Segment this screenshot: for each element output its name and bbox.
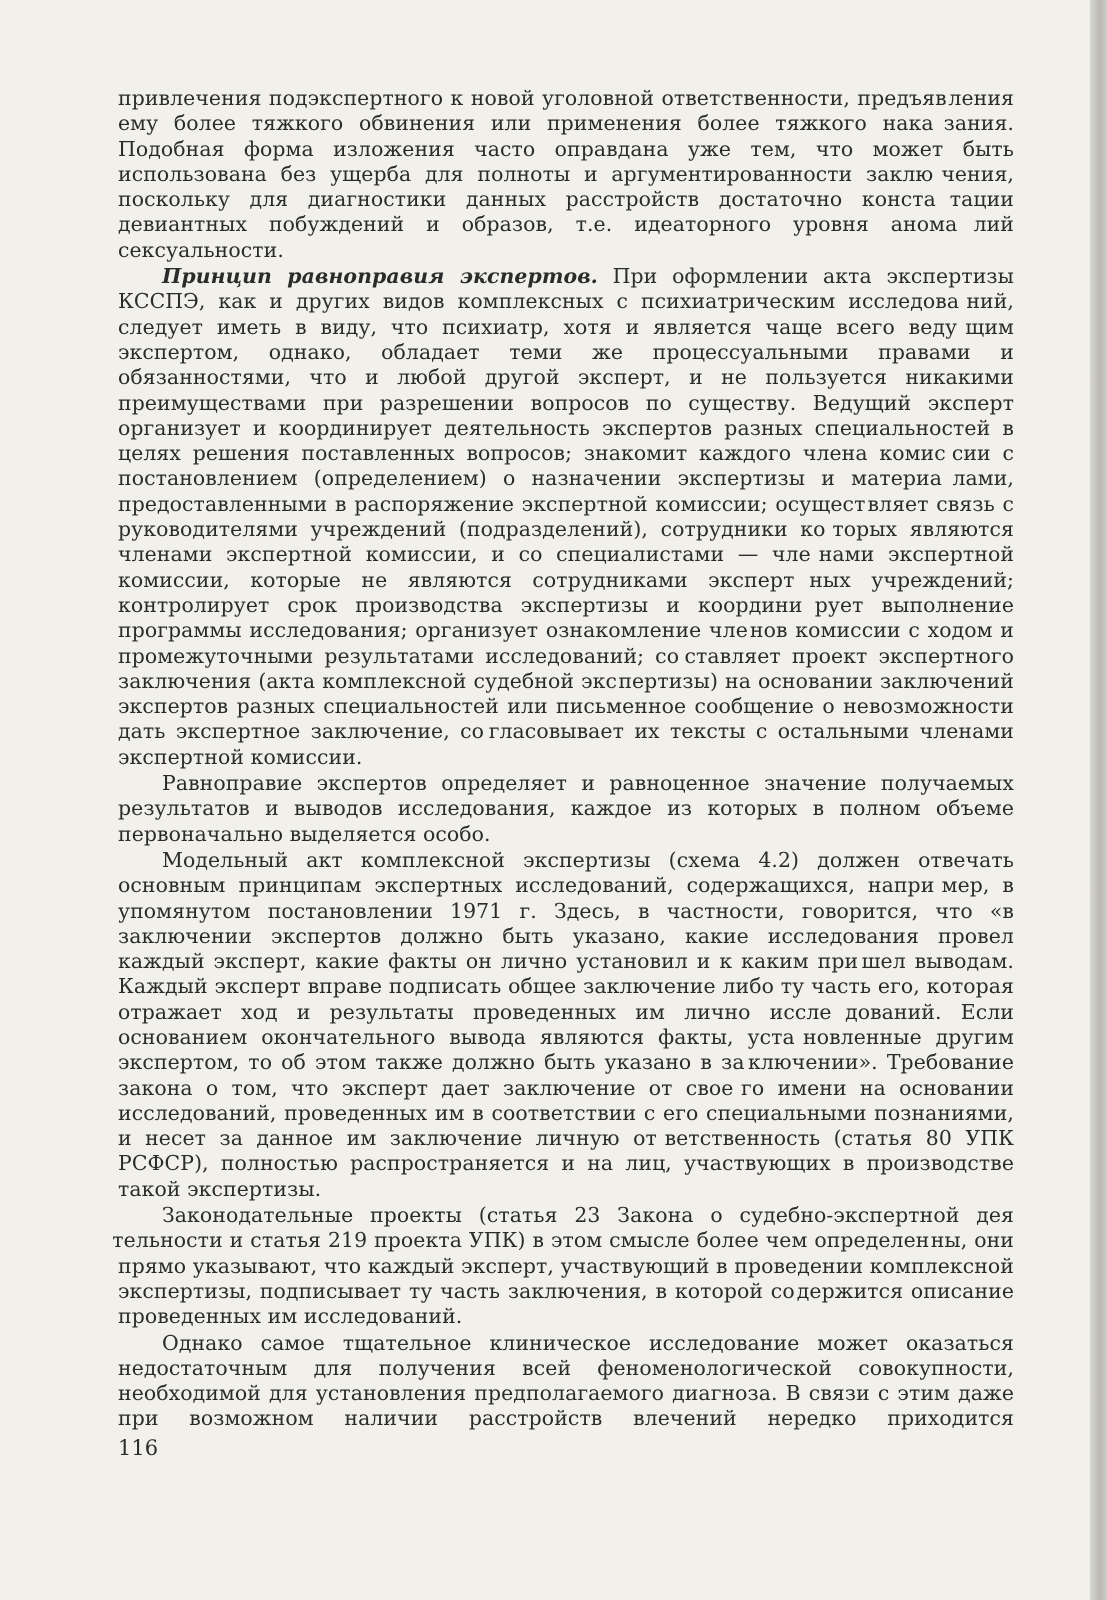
paragraph-3 (118, 771, 1014, 847)
line: тельности и статья 219 проекта УПК) в этом смысле более чем определен (112, 1228, 930, 1253)
line: организует и координирует деятельность экспертов разных специальностей (118, 415, 991, 440)
line: нами экспертной комиссии, которые не являются сотрудниками эксперт (118, 542, 1015, 592)
line: го имени на основании исследований, проведенных им в соответствии с его (118, 1075, 1015, 1125)
line: новленные другим экспертом, то об этом также должно быть указано в за (118, 1024, 1014, 1075)
page-number: 116 (118, 1436, 159, 1460)
line: дований. Если основанием окончательного вывода являются факты, уста (118, 999, 1014, 1049)
line: тации девиантных побуждений и образов, т.е. идеаторного уровня анома (118, 187, 1014, 237)
paragraph-4 (118, 848, 1014, 1202)
line: нов комиссии с ходом и промежуточными результатами исследований; со (118, 618, 1014, 668)
line: Однако самое тщательное клиническое исследование может оказаться (162, 1330, 1014, 1355)
paragraph-2 (118, 264, 1014, 770)
line: что «в заключении экспертов должно быть указано, какие исследования (118, 898, 1014, 948)
line: лий сексуальности. (118, 212, 1014, 262)
line: преимуществами при разрешении вопросов по существу. Ведущий эксперт (118, 390, 1014, 415)
line: часть его, которая отражает ход и результаты проведенных им лично иссле (118, 974, 1014, 1024)
line: Законодательные проекты (статья 23 Закона о судебно-экспертной дея (162, 1203, 1014, 1228)
line: торых являются членами экспертной комиссии, и со специалистами — чле (118, 517, 1014, 567)
line: ключении». Требование закона о том, что эксперт дает заключение от свое (118, 1050, 1014, 1100)
line: ний, следует иметь в виду, что психиатр, хотя и является чаще всего веду (118, 289, 1014, 339)
line: письменное сообщение о невозможности дать экспертное заключение, со (118, 694, 1014, 744)
line: лиц, участвующих в производстве такой экспертизы. (118, 1151, 1014, 1201)
line: Модельный акт комплексной экспертизы (схема 4.2) должен отвечать (162, 847, 1014, 872)
line: пертизы) на основании заключений экспертов разных специальностей или (118, 668, 1014, 719)
body-text (112, 86, 1015, 1432)
line: необходимой для установления предполагаемого диагноза. В связи с этим (118, 1381, 950, 1406)
line: первоначально выделяется особо. (118, 821, 491, 846)
line: лами, предоставленными в распоряжение экспертной комиссии; осущест (118, 466, 1014, 516)
line: результатов и выводов исследования, каждое из которых в полном объеме (118, 796, 1014, 821)
line: держится описание проведенных им исследований. (118, 1278, 1014, 1329)
line: Равноправие экспертов определяет и равноценное значение получаемых (162, 771, 1014, 796)
paragraph-5 (112, 1203, 1014, 1329)
line: щим экспертом, однако, обладает теми же процессуальными правами и (118, 314, 1014, 364)
line: основным принципам экспертных исследований, содержащихся, напри (118, 873, 935, 898)
line: ных учреждений; контролирует срок производства экспертизы и координи (118, 567, 1014, 617)
line: сии с постановлением (определением) о назначении экспертизы и материа (118, 441, 1014, 491)
paragraph-1 (118, 86, 1014, 263)
line: чения, поскольку для диагностики данных расстройств достаточно конста (118, 161, 1014, 212)
line: провел каждый эксперт, какие факты он лично установил и к каким при (118, 923, 1014, 974)
line: ставляет проект экспертного заключения (акта комплексной судебной экс (118, 643, 1014, 693)
line: зания. Подобная форма изложения часто оправдана уже тем, что может (118, 111, 1015, 161)
line: привлечения подэкспертного к новой уголовной ответственности, предъяв (118, 86, 947, 110)
line: даже при возможном наличии расстройств влечений нередко приходится (118, 1381, 1014, 1431)
line: обязанностями, что и любой другой эксперт, и не пользуется никакими (118, 365, 1014, 390)
page-edge-shadow (1090, 0, 1107, 1600)
line: специальными познаниями, и несет за данное им заключение личную от (118, 1100, 1014, 1151)
runin-heading: Принцип равноправия экспертов. (162, 264, 598, 289)
line: гласовывает их тексты с остальными членами экспертной комиссии. (118, 719, 1015, 769)
paragraph-6 (118, 1331, 1014, 1432)
line: шел выводам. Каждый эксперт вправе подписать общее заключение либо ту (118, 949, 1014, 999)
line: ны, они прямо указывают, что каждый эксперт, участвующий в проведении (118, 1228, 1014, 1278)
line: При оформлении акта экспертизы (597, 264, 1014, 289)
line: в целях решения поставленных вопросов; знакомит каждого члена комис (118, 415, 1014, 466)
line: рует выполнение программы исследования; организует ознакомление чле (118, 592, 1014, 643)
line: ления ему более тяжкого обвинения или применения более тяжкого нака (118, 86, 1014, 136)
line: КССПЭ, как и других видов комплексных с психиатрическим исследова (118, 289, 960, 314)
line: недостаточным для получения всей феноменологической совокупности, (118, 1355, 1014, 1380)
line: мер, в упомянутом постановлении 1971 г. Здесь, в частности, говорится, (118, 873, 1014, 923)
line: вляет связь с руководителями учреждений (подразделений), сотрудники ко (118, 491, 1014, 542)
line: комплексной экспертизы, подписывает ту часть заключения, в которой со (118, 1253, 1014, 1303)
line: ветственность (статья 80 УПК РСФСР), полностью распространяется и на (118, 1126, 1014, 1176)
line: быть использована без ущерба для полноты и аргументированности заклю (118, 136, 1014, 186)
